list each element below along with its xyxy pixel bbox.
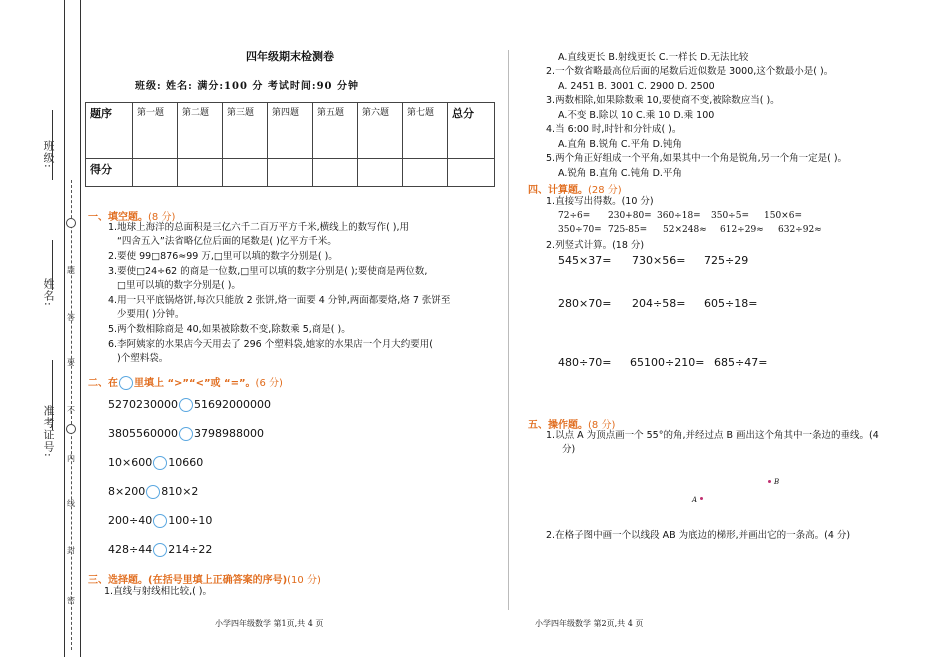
binding-hole — [66, 218, 76, 228]
score-col-header: 题序 — [86, 103, 133, 159]
answer-circle-icon[interactable] — [146, 485, 160, 499]
compare-item — [108, 485, 198, 499]
compare-item — [108, 514, 212, 528]
compare-right: 810×2 — [161, 485, 199, 498]
vertical-calc: 280×70= — [558, 297, 612, 310]
choice-q1: 1.直线与射线相比较,( )。 — [104, 586, 213, 597]
name-label: 姓名: — [42, 278, 55, 307]
vertical-calc: 605÷18= — [704, 297, 758, 310]
score-col-header: 第七题 — [403, 103, 448, 159]
choice-q4-options: A.直角 B.锐角 C.平角 D.钝角 — [558, 139, 682, 150]
exam-id-label: 准考证号: — [42, 405, 55, 458]
fill-q5: 5.两个数相除商是 40,如果被除数不变,除数乘 5,商是( )。 — [108, 324, 351, 335]
section2-points: (6 分) — [255, 378, 283, 389]
margin-line — [64, 0, 65, 657]
score-cell[interactable] — [178, 159, 223, 187]
section3-points: (10 分) — [287, 575, 321, 586]
oral-calc: 350÷70= — [558, 225, 602, 235]
seal-char: 密 — [67, 596, 75, 605]
choice-q2: 2.一个数省略最高位后面的尾数后近似数是 3000,这个数最小是( )。 — [546, 66, 834, 77]
compare-item — [108, 543, 212, 557]
vertical-calc: 204÷58= — [632, 297, 686, 310]
fill-q2: 2.要使 99□876≈99 万,□里可以填的数字分别是( )。 — [108, 251, 338, 262]
answer-circle-icon[interactable] — [179, 427, 193, 441]
operate-q1a: 1.以点 A 为顶点画一个 55°的角,并经过点 B 画出这个角其中一条边的垂线。(4 — [546, 430, 879, 441]
seal-char: 封 — [67, 546, 75, 555]
seal-char: 答 — [67, 313, 75, 322]
name-blank — [52, 240, 53, 290]
compare-left: 8×200 — [108, 485, 146, 498]
point-b-dot — [768, 480, 771, 483]
answer-circle-icon — [119, 376, 133, 390]
score-cell[interactable] — [448, 159, 495, 187]
oral-calc: 230+80= — [608, 211, 652, 221]
section2-heading — [88, 374, 283, 390]
answer-circle-icon[interactable] — [179, 398, 193, 412]
section2-title-post: 里填上 “>”“<”或 “=”。 — [134, 378, 256, 389]
point-a-label: A — [692, 496, 698, 504]
fill-q6a: 6.李阿姨家的水果店今天用去了 296 个塑料袋,她家的水果店一个月大约要用( — [108, 339, 433, 350]
compare-left: 428÷44 — [108, 543, 153, 556]
seal-char: 内 — [67, 454, 75, 463]
score-col-header: 第一题 — [133, 103, 178, 159]
fill-q3b: □里可以填的数字分别是( )。 — [117, 280, 241, 291]
oral-calc: 360÷18= — [657, 211, 701, 221]
choice-q5-options: A.锐角 B.直角 C.钝角 D.平角 — [558, 168, 682, 179]
choice-q3: 3.两数相除,如果除数乘 10,要使商不变,被除数应当( )。 — [546, 95, 780, 106]
compare-right: 100÷10 — [168, 514, 213, 527]
exam-id-blank — [52, 360, 53, 430]
score-col-header: 第五题 — [313, 103, 358, 159]
section2-title-pre: 二、在 — [88, 378, 118, 389]
vertical-calc: 725÷29 — [704, 254, 749, 267]
fill-q3a: 3.要使□24÷62 的商是一位数,□里可以填的数字分别是( );要使商是两位数, — [108, 266, 428, 277]
binding-hole — [66, 424, 76, 434]
section1-title: 一、填空题。 — [88, 212, 148, 223]
score-table — [85, 102, 495, 187]
class-label: 班级: — [42, 140, 55, 169]
section5-points: (8 分) — [588, 420, 616, 431]
seal-char: 题 — [67, 266, 75, 275]
seal-char: 不 — [67, 406, 75, 415]
oral-calc: 52×248≈ — [663, 225, 707, 235]
score-col-header: 总分 — [448, 103, 495, 159]
operate-q1b: 分) — [562, 444, 576, 455]
compare-left: 3805560000 — [108, 427, 178, 440]
choice-q5: 5.两个角正好组成一个平角,如果其中一个角是锐角,另一个角一定是( )。 — [546, 153, 848, 164]
section3-title: 三、选择题。(在括号里填上正确答案的序号) — [88, 575, 288, 586]
score-col-header: 第二题 — [178, 103, 223, 159]
calc-q1: 1.直接写出得数。(10 分) — [546, 196, 654, 207]
score-row-label: 得分 — [86, 159, 133, 187]
oral-calc: 725-85= — [608, 225, 648, 235]
compare-item — [108, 398, 271, 412]
oral-calc: 350÷5= — [711, 211, 749, 221]
choice-q2-options: A. 2451 B. 3001 C. 2900 D. 2500 — [558, 81, 715, 92]
fill-q1b: “四舍五入”法省略亿位后面的尾数是( )亿平方千米。 — [117, 236, 337, 247]
vertical-calc: 65100÷210= — [630, 356, 705, 369]
choice-q3-options: A.不变 B.除以 10 C.乘 10 D.乘 100 — [558, 110, 715, 121]
score-cell[interactable] — [313, 159, 358, 187]
margin-line-inner — [80, 0, 81, 657]
footer-page2: 小学四年级数学 第2页,共 4 页 — [535, 619, 644, 628]
fill-q6b: )个塑料袋。 — [117, 353, 169, 364]
score-cell[interactable] — [358, 159, 403, 187]
answer-circle-icon[interactable] — [153, 543, 167, 557]
score-cell[interactable] — [403, 159, 448, 187]
seal-char: 线 — [67, 499, 75, 508]
compare-left: 5270230000 — [108, 398, 178, 411]
compare-right: 51692000000 — [194, 398, 271, 411]
class-blank — [52, 110, 53, 180]
seal-char: 要 — [67, 358, 75, 367]
compare-right: 10660 — [168, 456, 204, 469]
score-col-header: 第六题 — [358, 103, 403, 159]
calc-q2: 2.列竖式计算。(18 分) — [546, 240, 645, 251]
compare-left: 200÷40 — [108, 514, 153, 527]
oral-calc: 72÷6= — [558, 211, 591, 221]
exam-info: 班级: 姓名: 满分:100 分 考试时间:90 分钟 — [135, 81, 359, 92]
point-b-label: B — [774, 478, 780, 486]
score-col-header: 第三题 — [223, 103, 268, 159]
oral-calc: 632÷92≈ — [778, 225, 822, 235]
choice-q4: 4.当 6:00 时,时针和分针成( )。 — [546, 124, 682, 135]
score-cell[interactable] — [223, 159, 268, 187]
oral-calc: 612÷29≈ — [720, 225, 764, 235]
vertical-calc: 480÷70= — [558, 356, 612, 369]
fill-q4a: 4.用一只平底锅烙饼,每次只能放 2 张饼,烙一面要 4 分钟,两面都要烙,烙 7 张饼至 — [108, 295, 451, 306]
vertical-calc: 545×37= — [558, 254, 612, 267]
page-divider — [508, 50, 509, 610]
vertical-calc: 685÷47= — [714, 356, 768, 369]
operate-q2: 2.在格子图中画一个以线段 AB 为底边的梯形,并画出它的一条高。(4 分) — [546, 530, 851, 541]
section1-points: (8 分) — [148, 212, 176, 223]
fill-q4b: 少要用( )分钟。 — [117, 309, 185, 320]
fill-q1a: 1.地球上海洋的总面积是三亿六千二百万平方千米,横线上的数写作( ),用 — [108, 222, 410, 233]
answer-circle-icon[interactable] — [153, 514, 167, 528]
score-cell[interactable] — [268, 159, 313, 187]
compare-item — [108, 427, 264, 441]
vertical-calc: 730×56= — [632, 254, 686, 267]
compare-left: 10×600 — [108, 456, 153, 469]
point-a-dot — [700, 497, 703, 500]
score-cell[interactable] — [133, 159, 178, 187]
choice-q1-options: A.直线更长 B.射线更长 C.一样长 D.无法比较 — [558, 52, 749, 63]
score-col-header: 第四题 — [268, 103, 313, 159]
section4-points: (28 分) — [588, 185, 622, 196]
oral-calc: 150×6= — [764, 211, 802, 221]
section4-title: 四、计算题。 — [528, 185, 588, 196]
footer-page1: 小学四年级数学 第1页,共 4 页 — [215, 619, 324, 628]
answer-circle-icon[interactable] — [153, 456, 167, 470]
compare-right: 214÷22 — [168, 543, 213, 556]
section5-title: 五、操作题。 — [528, 420, 588, 431]
exam-title: 四年级期末检测卷 — [246, 50, 334, 63]
compare-right: 3798988000 — [194, 427, 264, 440]
compare-item — [108, 456, 203, 470]
